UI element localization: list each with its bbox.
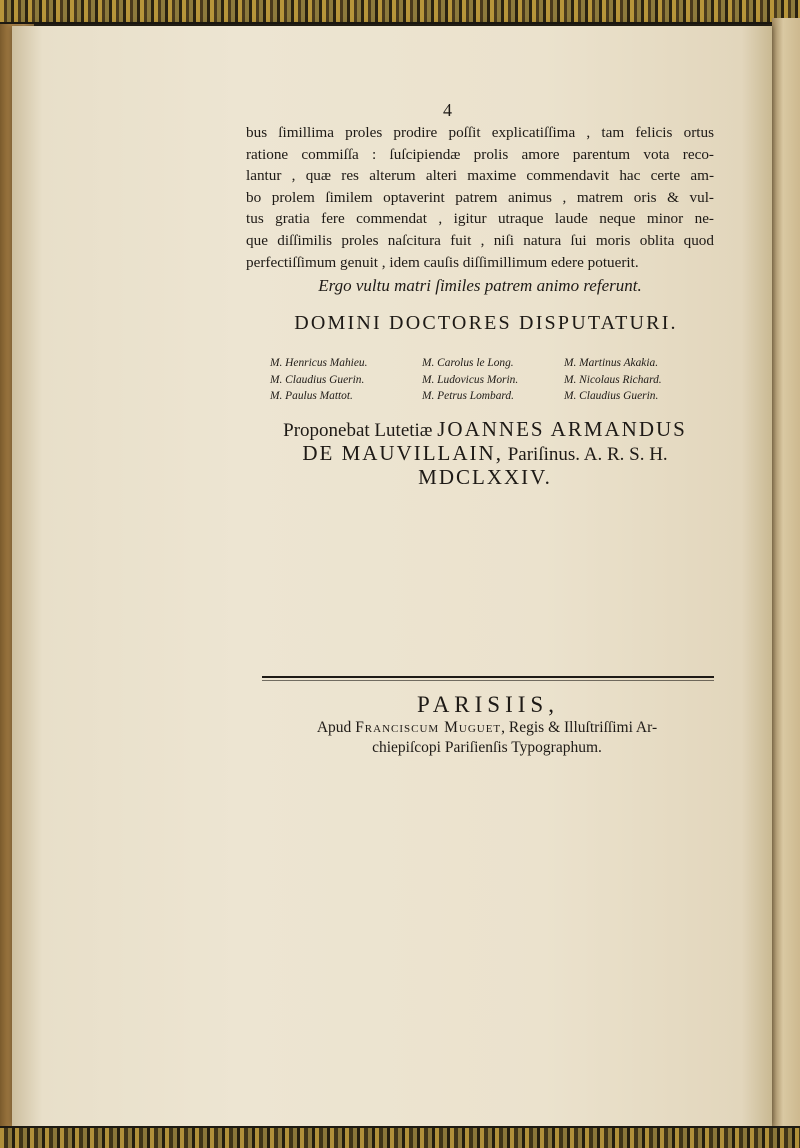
imprint-title: , Regis & Illuſtriſſimi Ar- — [501, 719, 658, 736]
proponent-year: MDCLXXIV. — [418, 465, 552, 489]
doctor-name: M. Claudius Guerin. — [270, 373, 365, 386]
binding-border-bottom — [0, 1126, 800, 1148]
doctor-name: M. Petrus Lombard. — [422, 390, 514, 402]
horizontal-rule-thin — [262, 680, 714, 681]
doctor-name: M. Nicolaus Richard. — [564, 373, 662, 386]
proponent-line-1 — [250, 418, 720, 442]
imprint-line-2: chiepiſcopi Pariſienſis Typographum. — [372, 739, 602, 756]
page-number: 4 — [443, 100, 452, 120]
doctor-name: M. Carolus le Long. — [422, 357, 514, 369]
paragraph-line: tus gratia fere commendat , igitur utraque laude neque minor ne- — [246, 210, 714, 228]
paragraph-line: bus ſimillima proles prodire poſſit explicatiſſima , tam felicis ortus — [246, 124, 714, 141]
proponent-first-name: JOANNES ARMANDUS — [437, 417, 687, 441]
proponent-line-2 — [250, 442, 720, 466]
paragraph-line: ratione commiſſa : ſuſcipiendæ prolis amore parentum vota reco- — [246, 145, 714, 163]
imprint-apud: Apud — [316, 719, 352, 736]
printer-name: Franciscum Muguet — [355, 719, 502, 736]
doctor-name: M. Ludovicus Morin. — [422, 373, 519, 386]
proponent-block — [250, 418, 720, 488]
facing-page-edge — [772, 18, 800, 1128]
horizontal-rule — [262, 676, 714, 678]
paragraph-line: lantur , quæ res alterum alteri maxime commendavit hac certe am- — [246, 167, 714, 185]
doctor-name: M. Henricus Mahieu. — [270, 357, 368, 369]
proponent-origin: Pariſinus. A. R. S. H. — [507, 444, 668, 465]
conclusion-statement: Ergo vultu matri ſimiles patrem animo referunt. — [318, 276, 642, 295]
paragraph-line: que diſſimilis proles naſcitura fuit , niſi natura ſui moris oblita quod — [246, 231, 714, 249]
proponebat-label: Proponebat Lutetiæ — [283, 420, 433, 441]
imprint-city: PARISIIS, — [417, 692, 559, 717]
body-paragraph — [246, 122, 714, 273]
doctors-heading: DOMINI DOCTORES DISPUTATURI. — [294, 312, 678, 334]
doctor-name: M. Claudius Guerin. — [564, 390, 659, 402]
imprint-line-1 — [256, 718, 718, 738]
proponent-surname: DE MAUVILLAIN, — [302, 441, 503, 465]
doctor-name: M. Martinus Akakia. — [564, 357, 659, 369]
paragraph-line: bo prolem ſimilem optaverint patrem animus , matrem oris & vul- — [246, 188, 714, 206]
imprint-text — [256, 718, 718, 758]
doctor-name: M. Paulus Mattot. — [270, 390, 353, 402]
paragraph-line: perfectiſſimum genuit , idem cauſis diſſimillimum edere potuerit. — [246, 253, 639, 271]
binding-border-top — [0, 0, 800, 24]
doctors-list — [270, 356, 710, 405]
